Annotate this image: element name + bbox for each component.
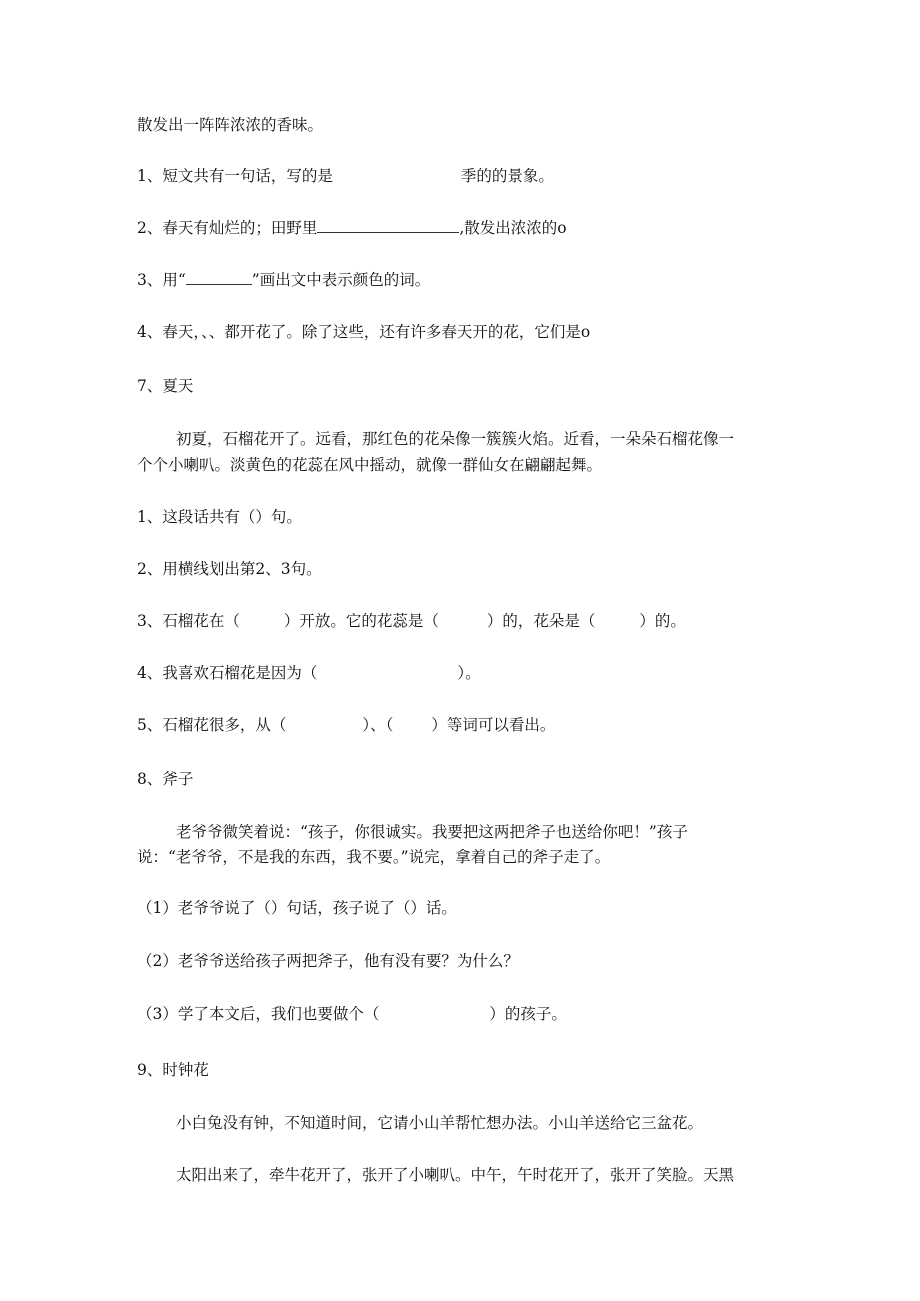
heading-text: 9、时钟花 bbox=[137, 1061, 209, 1079]
passage-8-line-2 bbox=[137, 847, 610, 867]
text: 散发出一阵阵浓浓的香味。 bbox=[137, 116, 324, 134]
section-heading-7 bbox=[137, 376, 193, 396]
passage-7-line-2 bbox=[137, 455, 602, 475]
passage-text: 个个小喇叭。淡黄色的花蕊在风中摇动，就像一群仙女在翩翩起舞。 bbox=[137, 456, 603, 474]
question-text: ,散发出浓浓的o bbox=[459, 219, 567, 237]
question-8-2 bbox=[137, 951, 519, 971]
section-heading-9 bbox=[137, 1060, 209, 1080]
passage-text: 说：“老爷爷，不是我的东西，我不要。”说完，拿着自己的斧子走了。 bbox=[137, 848, 611, 866]
question-text: ）开放。它的花蕊是（ bbox=[283, 612, 439, 630]
question-1-4 bbox=[137, 322, 590, 342]
passage-7-line-1 bbox=[176, 429, 734, 449]
question-text: 3、石榴花在（ bbox=[137, 612, 240, 630]
question-text: ）。 bbox=[457, 664, 481, 682]
question-text: 2、春天有灿烂的；田野里 bbox=[137, 219, 318, 237]
passage-8-line-1 bbox=[176, 822, 688, 842]
question-text: 2、用横线划出第2、3句。 bbox=[137, 560, 322, 578]
question-text: 3、用“ bbox=[137, 271, 186, 289]
question-7-3 bbox=[137, 611, 686, 631]
question-8-3 bbox=[137, 1004, 567, 1024]
question-text: ）等词可以看出。 bbox=[431, 716, 556, 734]
question-text: 4、我喜欢石榴花是因为（ bbox=[137, 664, 318, 682]
question-text: ”画出文中表示颜色的词。 bbox=[251, 271, 431, 289]
passage-9-line-2 bbox=[176, 1165, 734, 1185]
section-heading-8 bbox=[137, 769, 193, 789]
passage-text: 小白兔没有钟，不知道时间，它请小山羊帮忙想办法。小山羊送给它三盆花。 bbox=[176, 1114, 704, 1132]
question-7-1 bbox=[137, 507, 302, 527]
question-text: （3）学了本文后，我们也要做个（ bbox=[137, 1005, 380, 1023]
question-8-1 bbox=[137, 898, 457, 918]
question-7-5 bbox=[137, 715, 555, 735]
passage-text: 太阳出来了，牵牛花开了，张开了小喇叭。中午，午时花开了，张开了笑脸。天黑 bbox=[176, 1166, 735, 1184]
question-text: 4、春天，、、都开花了。除了这些，还有许多春天开的花，它们是o bbox=[137, 323, 591, 341]
passage-text: 老爷爷微笑着说：“孩子，你很诚实。我要把这两把斧子也送给你吧！”孩子 bbox=[176, 823, 688, 841]
question-text: 1、短文共有一句话，写的是 bbox=[137, 167, 333, 185]
answer-underline[interactable] bbox=[317, 218, 459, 233]
passage-ending bbox=[137, 115, 323, 135]
heading-text: 8、斧子 bbox=[137, 770, 194, 788]
heading-text: 7、夏天 bbox=[137, 377, 194, 395]
question-7-4 bbox=[137, 663, 481, 683]
passage-text: 初夏，石榴花开了。远看，那红色的花朵像一簇簇火焰。近看，一朵朵石榴花像一 bbox=[176, 430, 735, 448]
answer-underline bbox=[186, 270, 252, 285]
question-text: ）的。 bbox=[639, 612, 686, 630]
question-7-2 bbox=[137, 559, 322, 579]
question-text: ）、（ bbox=[362, 716, 394, 734]
question-text: （1）老爷爷说了（）句话，孩子说了（）话。 bbox=[137, 899, 457, 917]
question-text: ）的，花朵是（ bbox=[486, 612, 596, 630]
question-text: 5、石榴花很多，从（ bbox=[137, 716, 287, 734]
question-text: 1、这段话共有（）句。 bbox=[137, 508, 302, 526]
question-1-2 bbox=[137, 218, 567, 238]
question-text: （2）老爷爷送给孩子两把斧子，他有没有要？为什么？ bbox=[137, 952, 519, 970]
question-1-3 bbox=[137, 270, 430, 290]
question-text: 季的的景象。 bbox=[460, 167, 554, 185]
question-text: ）的孩子。 bbox=[489, 1005, 567, 1023]
passage-9-line-1 bbox=[176, 1113, 703, 1133]
question-1-1 bbox=[137, 166, 554, 186]
